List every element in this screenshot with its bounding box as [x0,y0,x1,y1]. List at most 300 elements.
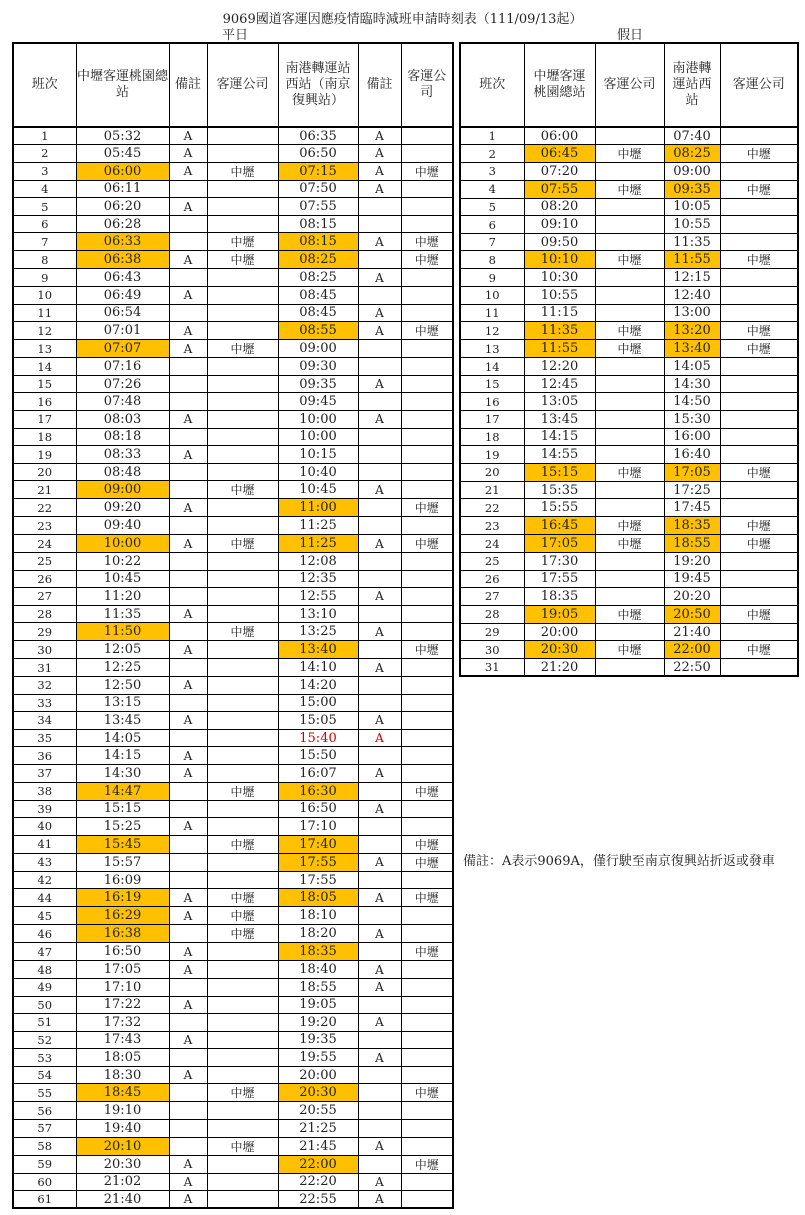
zhongli-departure-time: 16:45 [524,517,595,535]
trip-number: 22 [460,499,524,517]
zhongli-departure-time: 05:45 [76,145,169,163]
table-row [13,1084,453,1102]
trip-number: 59 [13,1155,76,1173]
remark-cell: A [169,943,207,961]
remark-cell [169,729,207,747]
zhongli-departure-time: 16:38 [76,925,169,943]
zhongli-departure-time: 14:30 [76,764,169,782]
company-cell: 中壢 [401,782,453,800]
company-cell [207,1031,278,1049]
zhongli-departure-time: 06:33 [76,233,169,251]
remark-cell: A [358,961,401,979]
company-cell [401,961,453,979]
nangang-departure-time: 11:55 [664,251,720,269]
trip-number: 44 [13,889,76,907]
nangang-departure-time: 08:45 [278,287,358,305]
company-cell [595,287,664,305]
remark-cell: A [169,641,207,659]
table-row [13,233,453,251]
company-cell [401,287,453,305]
table-row [460,322,798,340]
zhongli-departure-time: 13:45 [76,712,169,730]
table-row [460,605,798,623]
company-cell [207,269,278,287]
remark-cell [169,800,207,818]
zhongli-departure-time: 07:01 [76,322,169,340]
remark-cell [169,553,207,571]
table-row [13,641,453,659]
remark-cell [169,517,207,535]
table-row [13,1049,453,1067]
table-row [460,127,798,145]
nangang-departure-time: 16:40 [664,446,720,464]
company-cell [207,287,278,305]
zhongli-departure-time: 11:15 [524,304,595,322]
zhongli-departure-time: 21:40 [76,1191,169,1209]
company-cell [401,481,453,499]
trip-number: 6 [13,215,76,233]
trip-number: 3 [13,162,76,180]
company-cell [207,145,278,163]
remark-cell: A [169,411,207,429]
company-cell [207,215,278,233]
trip-number: 17 [13,411,76,429]
trip-number: 23 [13,517,76,535]
table-row [13,907,453,925]
zhongli-departure-time: 09:10 [524,216,595,234]
trip-number: 19 [13,446,76,464]
company-cell [720,659,798,677]
company-cell: 中壢 [401,535,453,553]
table-row [460,481,798,499]
table-row [460,641,798,659]
company-cell: 中壢 [401,943,453,961]
nangang-departure-time: 19:55 [278,1049,358,1067]
company-cell [207,1155,278,1173]
company-cell [401,393,453,411]
company-cell [207,605,278,623]
company-cell [720,269,798,287]
remark-cell [358,499,401,517]
company-cell [595,446,664,464]
trip-number: 9 [460,269,524,287]
remark-cell [358,641,401,659]
remark-cell: A [169,446,207,464]
header-company: 客運公司 [207,43,278,127]
trip-number: 5 [460,198,524,216]
table-row [13,818,453,836]
trip-number: 30 [13,641,76,659]
company-cell [401,127,453,145]
remark-cell: A [358,853,401,871]
table-row [13,782,453,800]
company-cell: 中壢 [595,145,664,163]
remark-cell [358,676,401,694]
trip-number: 47 [13,943,76,961]
remark-cell [169,1049,207,1067]
table-row [13,358,453,376]
company-cell [207,818,278,836]
nangang-departure-time: 13:00 [664,304,720,322]
nangang-departure-time: 09:35 [278,375,358,393]
remark-cell: A [358,889,401,907]
table-row [13,764,453,782]
nangang-departure-time: 17:05 [664,463,720,481]
company-cell [401,764,453,782]
remark-cell: A [169,145,207,163]
trip-number: 18 [13,428,76,446]
company-cell [720,163,798,181]
nangang-departure-time: 09:30 [278,358,358,376]
nangang-departure-time: 10:40 [278,463,358,481]
zhongli-departure-time: 15:57 [76,853,169,871]
company-cell [401,340,453,358]
company-cell [207,393,278,411]
nangang-departure-time: 16:50 [278,800,358,818]
trip-number: 11 [13,304,76,322]
table-row [13,127,453,145]
remark-cell [169,570,207,588]
remark-cell [358,340,401,358]
table-row [13,269,453,287]
nangang-departure-time: 08:15 [278,233,358,251]
table-row [13,853,453,871]
zhongli-departure-time: 12:20 [524,358,595,376]
header-nangang-station: 南港轉運站西站（南京復興站） [278,43,358,127]
nangang-departure-time: 15:30 [664,411,720,429]
remark-cell [169,925,207,943]
zhongli-departure-time: 19:10 [76,1102,169,1120]
table-row [13,588,453,606]
remark-cell [169,853,207,871]
company-cell [720,623,798,641]
company-cell: 中壢 [207,535,278,553]
company-cell [401,978,453,996]
company-cell [720,233,798,251]
holiday-caption: 假日 [617,28,644,43]
company-cell [401,1102,453,1120]
remark-cell: A [358,925,401,943]
trip-number: 4 [460,180,524,198]
remark-cell [358,446,401,464]
remark-cell [169,215,207,233]
trip-number: 49 [13,978,76,996]
zhongli-departure-time: 18:45 [76,1084,169,1102]
nangang-departure-time: 20:20 [664,588,720,606]
company-cell [720,393,798,411]
company-cell [207,853,278,871]
company-cell [401,659,453,677]
company-cell [207,1049,278,1067]
company-cell: 中壢 [595,322,664,340]
company-cell [401,623,453,641]
table-row [460,588,798,606]
zhongli-departure-time: 20:30 [524,641,595,659]
trip-number: 4 [13,180,76,198]
table-row [13,1173,453,1191]
table-row [13,393,453,411]
remark-cell [169,463,207,481]
trip-number: 11 [460,304,524,322]
zhongli-departure-time: 10:10 [524,251,595,269]
nangang-departure-time: 14:20 [278,676,358,694]
company-cell [401,517,453,535]
remark-cell: A [358,623,401,641]
nangang-departure-time: 18:55 [278,978,358,996]
nangang-departure-time: 18:35 [278,943,358,961]
remark-cell [358,907,401,925]
company-cell [720,499,798,517]
trip-number: 21 [460,481,524,499]
company-cell [401,694,453,712]
remark-cell [358,694,401,712]
remark-cell: A [358,304,401,322]
company-cell: 中壢 [401,162,453,180]
nangang-departure-time: 10:45 [278,481,358,499]
nangang-departure-time: 08:25 [664,145,720,163]
zhongli-departure-time: 06:45 [524,145,595,163]
zhongli-departure-time: 16:09 [76,871,169,889]
trip-number: 15 [460,375,524,393]
zhongli-departure-time: 21:20 [524,659,595,677]
company-cell [401,428,453,446]
nangang-departure-time: 17:55 [278,871,358,889]
weekday-timetable [12,42,454,1209]
nangang-departure-time: 22:50 [664,659,720,677]
table-row [460,623,798,641]
remark-cell: A [358,1173,401,1191]
zhongli-departure-time: 20:00 [524,623,595,641]
company-cell [207,729,278,747]
company-cell: 中壢 [207,162,278,180]
trip-number: 30 [460,641,524,659]
trip-number: 13 [460,340,524,358]
remark-cell: A [169,535,207,553]
company-cell [401,800,453,818]
zhongli-departure-time: 10:55 [524,287,595,305]
nangang-departure-time: 20:30 [278,1084,358,1102]
remark-cell [169,694,207,712]
company-cell [595,553,664,571]
table-row [13,871,453,889]
zhongli-departure-time: 15:45 [76,835,169,853]
company-cell [207,304,278,322]
remark-cell [358,463,401,481]
zhongli-departure-time: 16:29 [76,907,169,925]
trip-number: 28 [460,605,524,623]
remark-cell: A [169,907,207,925]
company-cell: 中壢 [595,251,664,269]
trip-number: 15 [13,375,76,393]
table-row [13,553,453,571]
table-row [13,1155,453,1173]
remark-cell: A [358,145,401,163]
remark-cell: A [358,411,401,429]
nangang-departure-time: 07:50 [278,180,358,198]
company-cell [401,145,453,163]
remark-cell [358,1066,401,1084]
zhongli-departure-time: 15:25 [76,818,169,836]
table-row [13,322,453,340]
company-cell [207,747,278,765]
table-row [13,712,453,730]
nangang-departure-time: 17:55 [278,853,358,871]
trip-number: 25 [13,553,76,571]
table-row [13,1102,453,1120]
zhongli-departure-time: 08:18 [76,428,169,446]
nangang-departure-time: 11:35 [664,233,720,251]
company-cell: 中壢 [720,322,798,340]
header-zhongli-station: 中壢客運桃園總站 [524,43,595,127]
nangang-departure-time: 10:15 [278,446,358,464]
company-cell [207,358,278,376]
remark-cell [358,782,401,800]
zhongli-departure-time: 07:07 [76,340,169,358]
company-cell: 中壢 [207,907,278,925]
trip-number: 33 [13,694,76,712]
company-cell [720,428,798,446]
trip-number: 39 [13,800,76,818]
zhongli-departure-time: 19:40 [76,1120,169,1138]
table-row [460,145,798,163]
company-cell: 中壢 [720,251,798,269]
company-cell: 中壢 [595,340,664,358]
company-cell [595,216,664,234]
table-row [13,251,453,269]
zhongli-departure-time: 08:20 [524,198,595,216]
trip-number: 2 [460,145,524,163]
table-row [13,623,453,641]
remark-cell [169,481,207,499]
nangang-departure-time: 12:40 [664,287,720,305]
company-cell: 中壢 [207,623,278,641]
table-row [13,943,453,961]
zhongli-departure-time: 08:48 [76,463,169,481]
table-row [460,517,798,535]
remark-cell: A [358,375,401,393]
zhongli-departure-time: 14:15 [76,747,169,765]
nangang-departure-time: 20:50 [664,605,720,623]
table-row [13,978,453,996]
table-row [13,1191,453,1209]
trip-number: 5 [13,198,76,216]
nangang-departure-time: 07:15 [278,162,358,180]
remark-cell: A [169,889,207,907]
header-trip-no: 班次 [13,43,76,127]
nangang-departure-time: 13:20 [664,322,720,340]
remark-cell [358,996,401,1014]
zhongli-departure-time: 15:35 [524,481,595,499]
zhongli-departure-time: 17:55 [524,570,595,588]
company-cell [720,553,798,571]
nangang-departure-time: 08:45 [278,304,358,322]
zhongli-departure-time: 06:49 [76,287,169,305]
remark-cell [358,943,401,961]
remark-cell: A [169,1191,207,1209]
company-cell [207,446,278,464]
nangang-departure-time: 10:55 [664,216,720,234]
remark-cell: A [358,978,401,996]
trip-number: 13 [13,340,76,358]
remark-cell [169,978,207,996]
remark-cell: A [169,747,207,765]
remark-cell [169,782,207,800]
header-zhongli-station: 中壢客運桃園總站 [76,43,169,127]
company-cell [207,411,278,429]
company-cell [401,1014,453,1032]
remark-cell [169,304,207,322]
table-row [13,747,453,765]
zhongli-departure-time: 09:50 [524,233,595,251]
trip-number: 7 [13,233,76,251]
remark-cell: A [358,712,401,730]
remark-cell [358,393,401,411]
nangang-departure-time: 09:00 [278,340,358,358]
remark-cell: A [358,659,401,677]
zhongli-departure-time: 08:33 [76,446,169,464]
trip-number: 27 [460,588,524,606]
trip-number: 53 [13,1049,76,1067]
company-cell: 中壢 [207,481,278,499]
weekday-caption: 平日 [222,28,249,43]
nangang-departure-time: 14:05 [664,358,720,376]
remark-cell: A [169,818,207,836]
trip-number: 52 [13,1031,76,1049]
company-cell [207,1120,278,1138]
table-row [13,411,453,429]
company-cell: 中壢 [207,340,278,358]
nangang-departure-time: 08:25 [278,269,358,287]
zhongli-departure-time: 11:55 [524,340,595,358]
zhongli-departure-time: 20:10 [76,1137,169,1155]
remark-cell: A [358,127,401,145]
zhongli-departure-time: 21:02 [76,1173,169,1191]
trip-number: 37 [13,764,76,782]
header-remark: 備註 [358,43,401,127]
zhongli-departure-time: 17:05 [524,535,595,553]
nangang-departure-time: 15:40 [278,729,358,747]
nangang-departure-time: 17:25 [664,481,720,499]
table-row [13,1137,453,1155]
company-cell: 中壢 [401,889,453,907]
nangang-departure-time: 12:08 [278,553,358,571]
remark-cell: A [169,127,207,145]
company-cell: 中壢 [401,233,453,251]
company-cell [595,127,664,145]
company-cell [207,553,278,571]
remark-cell [358,1155,401,1173]
nangang-departure-time: 22:00 [664,641,720,659]
nangang-departure-time: 19:05 [278,996,358,1014]
holiday-timetable [459,42,799,677]
trip-number: 17 [460,411,524,429]
zhongli-departure-time: 05:32 [76,127,169,145]
nangang-departure-time: 10:00 [278,411,358,429]
remark-cell: A [169,499,207,517]
company-cell [401,1120,453,1138]
company-cell [401,1049,453,1067]
trip-number: 42 [13,871,76,889]
table-row [13,340,453,358]
remark-cell: A [169,322,207,340]
nangang-departure-time: 15:05 [278,712,358,730]
zhongli-departure-time: 06:38 [76,251,169,269]
company-cell: 中壢 [401,853,453,871]
remark-cell [169,269,207,287]
nangang-departure-time: 20:55 [278,1102,358,1120]
company-cell [207,694,278,712]
remark-cell [169,1014,207,1032]
